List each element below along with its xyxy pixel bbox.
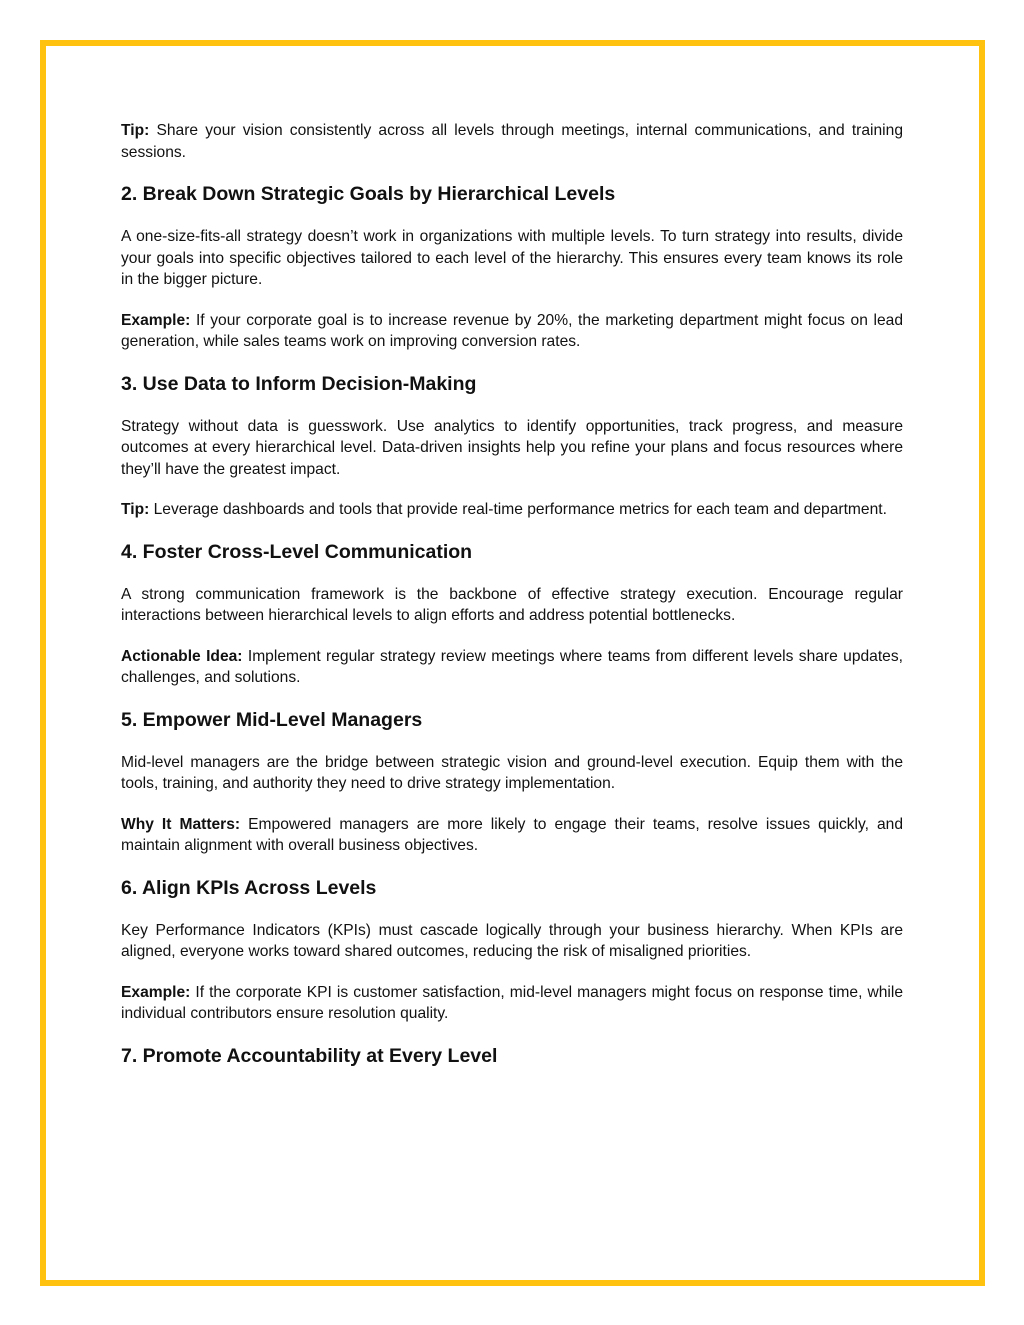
- section-heading-2: 2. Break Down Strategic Goals by Hierarchical Levels: [121, 183, 616, 205]
- section-4-note: [121, 646, 903, 689]
- section-3-note-label: Tip:: [121, 501, 150, 518]
- intro-tip-label: Tip:: [121, 122, 150, 139]
- section-6-note-label: Example:: [121, 983, 191, 1001]
- section-5-note: [121, 814, 903, 857]
- section-heading-4: 4. Foster Cross-Level Communication: [121, 540, 473, 563]
- section-6-note: [121, 982, 903, 1025]
- section-3-note: [121, 499, 903, 521]
- section-5-body: Mid-level managers are the bridge between strategic vision and ground-level execution. Equip them with the tools, training, and authority they need to drive strategy implementation.: [121, 753, 903, 792]
- section-6-note-text: If the corporate KPI is customer satisfaction, mid-level managers might focus on response time, while individual contributors ensure resolution quality.: [121, 983, 903, 1022]
- section-2-note: [121, 310, 903, 353]
- section-heading-5: 5. Empower Mid-Level Managers: [121, 708, 423, 731]
- section-2-note-label: Example:: [121, 311, 191, 329]
- section-4-note-text: Implement regular strategy review meetings where teams from different levels share updates, challenges, and solutions.: [121, 647, 903, 686]
- section-4-body: A strong communication framework is the backbone of effective strategy execution. Encourage regular interactions between hierarchical levels to align efforts and address potential bottlenecks.: [121, 585, 903, 624]
- section-2-note-text: If your corporate goal is to increase revenue by 20%, the marketing department might focus on lead generation, while sales teams work on improving conversion rates.: [121, 311, 903, 350]
- section-6-body: Key Performance Indicators (KPIs) must cascade logically through your business hierarchy. When KPIs are aligned, everyone works toward shared outcomes, reducing the risk of misaligned priorities.: [121, 921, 903, 960]
- section-heading-6: 6. Align KPIs Across Levels: [121, 876, 377, 899]
- section-2-body: A one-size-fits-all strategy doesn’t work in organizations with multiple levels. To turn strategy into results, divide your goals into specific objectives tailored to each level of the hierarchy. This ensures every team knows its role in the bigger picture.: [121, 228, 903, 288]
- section-3-note-text: Leverage dashboards and tools that provide real-time performance metrics for each team and department.: [149, 501, 887, 518]
- section-heading-3: 3. Use Data to Inform Decision-Making: [121, 372, 477, 395]
- section-5-note-label: Why It Matters:: [121, 815, 241, 833]
- section-5-note-text: Empowered managers are more likely to engage their teams, resolve issues quickly, and maintain alignment with overall business objectives.: [121, 815, 904, 854]
- intro-tip-paragraph: [121, 120, 903, 163]
- section-4-note-label: Actionable Idea:: [121, 647, 243, 665]
- section-3-body: Strategy without data is guesswork. Use analytics to identify opportunities, track progress, and measure outcomes at every hierarchical level. Data-driven insights help you refine your plans and focus resources where they’ll have the greatest impact.: [121, 417, 903, 478]
- intro-tip-text: Share your vision consistently across all levels through meetings, internal communications, and training sessions.: [121, 122, 903, 161]
- document-content: [121, 120, 903, 1068]
- section-heading-7: 7. Promote Accountability at Every Level: [121, 1044, 498, 1067]
